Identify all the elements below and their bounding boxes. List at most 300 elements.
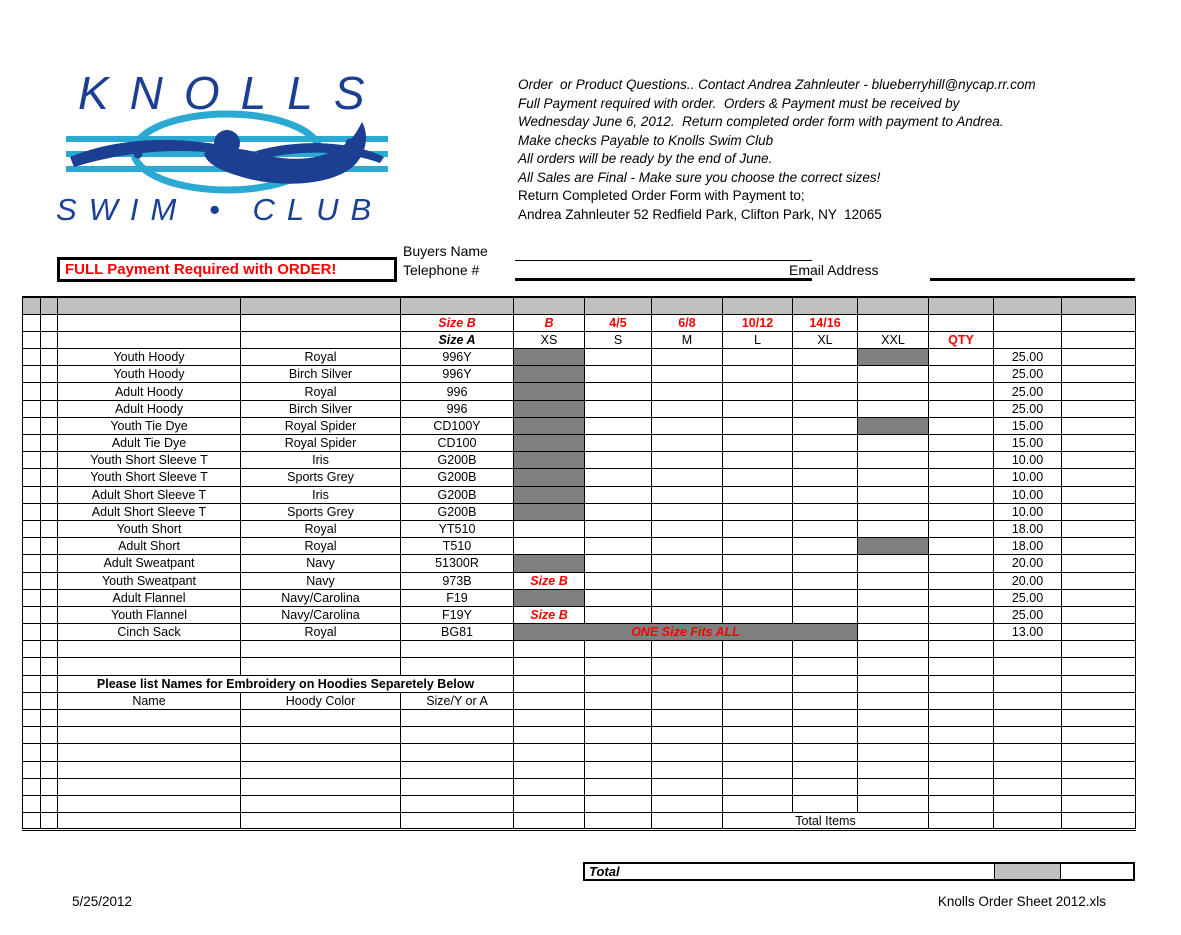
size-cell[interactable] xyxy=(793,486,858,503)
size-cell[interactable] xyxy=(585,555,652,572)
instruction-line: All orders will be ready by the end of June. xyxy=(518,151,773,166)
embroidery-name-cell[interactable] xyxy=(58,744,241,761)
item-code-cell: 973B xyxy=(401,572,514,589)
size-cell[interactable] xyxy=(585,349,652,366)
print-date: 5/25/2012 xyxy=(72,894,133,909)
empty-grid-cell xyxy=(994,761,1062,778)
price-cell: 25.00 xyxy=(994,383,1062,400)
margin-cell xyxy=(41,469,58,486)
empty-grid-cell xyxy=(994,813,1062,830)
margin-cell xyxy=(23,400,41,417)
qty-cell[interactable] xyxy=(929,469,994,486)
margin-cell xyxy=(41,503,58,520)
size-cell[interactable] xyxy=(858,555,929,572)
size-cell[interactable] xyxy=(793,538,858,555)
qty-cell[interactable] xyxy=(929,572,994,589)
empty-grid-cell xyxy=(652,761,723,778)
embroidery-note-cell: Please list Names for Embroidery on Hoodies Separetely Below xyxy=(58,675,514,692)
empty-grid-cell xyxy=(652,675,723,692)
margin-cell xyxy=(41,727,58,744)
margin-cell xyxy=(23,520,41,537)
margin-cell xyxy=(23,624,41,641)
item-name-cell: Adult Flannel xyxy=(58,589,241,606)
empty-grid-cell xyxy=(858,641,929,658)
empty-grid-cell xyxy=(793,692,858,709)
size-cell[interactable] xyxy=(793,589,858,606)
size-cell[interactable] xyxy=(858,572,929,589)
size-cell[interactable] xyxy=(858,435,929,452)
end-cell xyxy=(1062,383,1136,400)
item-name-cell: Youth Short Sleeve T xyxy=(58,469,241,486)
empty-grid-cell xyxy=(723,710,793,727)
size-cell[interactable] xyxy=(723,572,793,589)
empty-grid-cell xyxy=(652,744,723,761)
empty-grid-cell xyxy=(652,710,723,727)
item-code-cell: BG81 xyxy=(401,624,514,641)
size-cell[interactable] xyxy=(585,572,652,589)
size-cell[interactable] xyxy=(652,555,723,572)
empty-grid-cell xyxy=(514,813,585,830)
size-cell[interactable] xyxy=(723,555,793,572)
size-col-header xyxy=(858,314,929,331)
margin-cell xyxy=(41,400,58,417)
size-cell[interactable] xyxy=(585,538,652,555)
item-color-cell: Birch Silver xyxy=(241,400,401,417)
margin-cell xyxy=(23,349,41,366)
item-code-cell: 51300R xyxy=(401,555,514,572)
margin-cell xyxy=(23,417,41,434)
size-cell[interactable] xyxy=(652,606,723,623)
grand-total-row xyxy=(583,862,1135,881)
size-cell[interactable] xyxy=(858,452,929,469)
qty-cell[interactable] xyxy=(929,383,994,400)
embroidery-name-cell[interactable] xyxy=(58,727,241,744)
size-cell[interactable] xyxy=(793,520,858,537)
qty-cell[interactable] xyxy=(929,435,994,452)
size-cell[interactable] xyxy=(793,383,858,400)
embroidery-color-cell[interactable] xyxy=(241,761,401,778)
end-cell xyxy=(1062,366,1136,383)
qty-cell[interactable] xyxy=(929,366,994,383)
instruction-line: Wednesday June 6, 2012. Return completed order form with payment to Andrea. xyxy=(518,114,1004,129)
qty-column-header: QTY xyxy=(929,331,994,348)
empty-grid-cell xyxy=(514,641,585,658)
size-cell[interactable] xyxy=(858,469,929,486)
empty-grid-cell xyxy=(994,778,1062,795)
size-a-column-header: XXL xyxy=(858,331,929,348)
size-a-column-header: M xyxy=(652,331,723,348)
empty-grid-cell xyxy=(23,641,41,658)
empty-grid-cell xyxy=(1062,813,1136,830)
size-cell[interactable] xyxy=(585,520,652,537)
item-color-cell: Birch Silver xyxy=(241,366,401,383)
empty-grid-cell xyxy=(652,692,723,709)
item-code-cell: T510 xyxy=(401,538,514,555)
size-cell[interactable] xyxy=(723,520,793,537)
size-a-column-header: L xyxy=(723,331,793,348)
size-a-column-header: XS xyxy=(514,331,585,348)
embroidery-size-cell[interactable] xyxy=(401,727,514,744)
item-color-cell: Royal xyxy=(241,520,401,537)
size-cell[interactable] xyxy=(652,452,723,469)
empty-grid-cell xyxy=(58,641,241,658)
empty-grid-cell xyxy=(994,744,1062,761)
end-cell xyxy=(1062,503,1136,520)
size-cell[interactable] xyxy=(723,366,793,383)
item-name-cell: Youth Short Sleeve T xyxy=(58,452,241,469)
size-cell[interactable] xyxy=(585,435,652,452)
margin-cell xyxy=(41,314,58,331)
size-cell[interactable] xyxy=(858,624,929,641)
buyers-name-field[interactable] xyxy=(515,245,812,261)
item-col-header xyxy=(58,331,241,348)
empty-grid-cell xyxy=(58,658,241,675)
size-cell[interactable] xyxy=(585,469,652,486)
order-instructions xyxy=(518,76,1036,224)
header-band-cell xyxy=(401,297,514,314)
margin-cell xyxy=(23,606,41,623)
qty-cell[interactable] xyxy=(929,486,994,503)
item-name-cell: Youth Flannel xyxy=(58,606,241,623)
qty-cell[interactable] xyxy=(929,624,994,641)
item-color-cell: Sports Grey xyxy=(241,503,401,520)
embroidery-column-header: Size/Y or A xyxy=(401,692,514,709)
size-cell[interactable] xyxy=(793,572,858,589)
size-cell[interactable] xyxy=(793,435,858,452)
size-cell[interactable] xyxy=(652,538,723,555)
size-cell[interactable] xyxy=(585,452,652,469)
item-name-cell: Adult Short Sleeve T xyxy=(58,486,241,503)
size-cell[interactable] xyxy=(858,606,929,623)
empty-grid-cell xyxy=(652,641,723,658)
qty-cell[interactable] xyxy=(929,452,994,469)
return-address-line: Return Completed Order Form with Payment to; xyxy=(518,188,805,203)
empty-grid-cell xyxy=(585,658,652,675)
empty-grid-cell xyxy=(994,710,1062,727)
empty-grid-cell xyxy=(1062,727,1136,744)
price-cell: 20.00 xyxy=(994,555,1062,572)
empty-grid-cell xyxy=(514,675,585,692)
size-cell[interactable] xyxy=(723,589,793,606)
empty-grid-cell xyxy=(858,744,929,761)
empty-grid-cell xyxy=(585,727,652,744)
end-cell xyxy=(1062,589,1136,606)
empty-grid-cell xyxy=(793,778,858,795)
empty-grid-cell xyxy=(793,795,858,812)
empty-grid-cell xyxy=(929,641,994,658)
size-cell-blocked xyxy=(858,417,929,434)
size-cell[interactable] xyxy=(793,349,858,366)
empty-grid-cell xyxy=(723,795,793,812)
margin-cell xyxy=(41,813,58,830)
empty-grid-cell xyxy=(585,710,652,727)
qty-cell[interactable] xyxy=(929,538,994,555)
embroidery-size-cell[interactable] xyxy=(401,778,514,795)
qty-cell[interactable] xyxy=(929,589,994,606)
size-cell[interactable] xyxy=(723,349,793,366)
margin-cell xyxy=(41,778,58,795)
size-cell[interactable] xyxy=(652,383,723,400)
margin-cell xyxy=(23,469,41,486)
size-b-column-header: 4/5 xyxy=(585,314,652,331)
size-cell[interactable] xyxy=(585,589,652,606)
size-cell[interactable] xyxy=(793,400,858,417)
item-color-cell: Royal xyxy=(241,624,401,641)
size-b-column-header: B xyxy=(514,314,585,331)
empty-grid-cell xyxy=(994,641,1062,658)
empty-grid-cell xyxy=(929,744,994,761)
qty-cell[interactable] xyxy=(929,520,994,537)
embroidery-color-cell[interactable] xyxy=(241,727,401,744)
empty-grid-cell xyxy=(41,658,58,675)
item-code-cell: F19Y xyxy=(401,606,514,623)
item-code-cell: 996 xyxy=(401,400,514,417)
embroidery-size-cell[interactable] xyxy=(401,744,514,761)
empty-grid-cell xyxy=(585,813,652,830)
item-color-cell: Navy xyxy=(241,572,401,589)
embroidery-size-cell[interactable] xyxy=(401,795,514,812)
empty-grid-cell xyxy=(929,727,994,744)
size-cell[interactable] xyxy=(585,486,652,503)
qty-cell[interactable] xyxy=(929,400,994,417)
qty-cell[interactable] xyxy=(929,555,994,572)
size-cell[interactable] xyxy=(723,435,793,452)
size-cell[interactable] xyxy=(723,417,793,434)
margin-cell xyxy=(23,435,41,452)
size-cell-blocked xyxy=(858,349,929,366)
embroidery-name-cell[interactable] xyxy=(58,710,241,727)
embroidery-name-cell[interactable] xyxy=(58,795,241,812)
size-a-row-label: Size A xyxy=(401,331,514,348)
size-cell[interactable] xyxy=(652,486,723,503)
item-code-cell: CD100 xyxy=(401,435,514,452)
header-band-cell xyxy=(585,297,652,314)
empty-grid-cell xyxy=(858,795,929,812)
item-color-cell: Iris xyxy=(241,452,401,469)
item-color-cell: Navy xyxy=(241,555,401,572)
size-cell[interactable] xyxy=(723,469,793,486)
instruction-line: Make checks Payable to Knolls Swim Club xyxy=(518,132,774,148)
price-col-header xyxy=(994,314,1062,331)
qty-cell[interactable] xyxy=(929,417,994,434)
empty-grid-cell xyxy=(994,692,1062,709)
size-cell[interactable] xyxy=(793,452,858,469)
end-cell xyxy=(1062,572,1136,589)
size-cell[interactable] xyxy=(585,400,652,417)
size-cell[interactable] xyxy=(793,606,858,623)
empty-grid-cell xyxy=(994,675,1062,692)
margin-cell xyxy=(23,538,41,555)
size-cell[interactable] xyxy=(723,486,793,503)
size-cell[interactable] xyxy=(793,555,858,572)
empty-grid-cell xyxy=(401,813,514,830)
item-code-cell: CD100Y xyxy=(401,417,514,434)
size-cell[interactable] xyxy=(652,589,723,606)
qty-cell[interactable] xyxy=(929,503,994,520)
empty-grid-cell xyxy=(1062,675,1136,692)
size-cell[interactable] xyxy=(723,503,793,520)
item-color-cell: Royal xyxy=(241,349,401,366)
margin-cell xyxy=(41,589,58,606)
size-cell[interactable] xyxy=(858,520,929,537)
empty-grid-cell xyxy=(858,727,929,744)
empty-grid-cell xyxy=(858,761,929,778)
empty-grid-cell xyxy=(929,658,994,675)
size-cell[interactable] xyxy=(793,503,858,520)
empty-grid-cell xyxy=(1062,761,1136,778)
size-cell[interactable] xyxy=(858,400,929,417)
email-address-field[interactable] xyxy=(930,262,1135,281)
size-b-column-header: 14/16 xyxy=(793,314,858,331)
end-cell xyxy=(1062,400,1136,417)
size-cell[interactable] xyxy=(858,589,929,606)
empty-grid-cell xyxy=(514,761,585,778)
size-cell[interactable] xyxy=(723,606,793,623)
size-cell[interactable] xyxy=(652,400,723,417)
empty-grid-cell xyxy=(514,692,585,709)
empty-grid-cell xyxy=(793,744,858,761)
total-items-qty-cell[interactable] xyxy=(929,813,994,830)
item-name-cell: Cinch Sack xyxy=(58,624,241,641)
margin-cell xyxy=(23,710,41,727)
payment-notice-box xyxy=(57,257,397,282)
size-cell[interactable] xyxy=(858,486,929,503)
size-cell[interactable] xyxy=(793,417,858,434)
size-cell[interactable] xyxy=(858,366,929,383)
empty-grid-cell xyxy=(858,692,929,709)
empty-grid-cell xyxy=(585,641,652,658)
margin-cell xyxy=(41,692,58,709)
margin-cell xyxy=(23,744,41,761)
empty-grid-cell xyxy=(723,692,793,709)
embroidery-color-cell[interactable] xyxy=(241,795,401,812)
item-color-cell: Navy/Carolina xyxy=(241,606,401,623)
empty-grid-cell xyxy=(793,675,858,692)
size-cell-blocked xyxy=(514,486,585,503)
size-cell[interactable] xyxy=(652,366,723,383)
item-name-cell: Adult Hoody xyxy=(58,400,241,417)
size-cell[interactable] xyxy=(858,503,929,520)
item-name-cell: Adult Tie Dye xyxy=(58,435,241,452)
size-cell[interactable] xyxy=(652,572,723,589)
size-cell[interactable] xyxy=(585,417,652,434)
empty-grid-cell xyxy=(652,778,723,795)
size-cell[interactable] xyxy=(652,435,723,452)
size-cell[interactable] xyxy=(585,366,652,383)
empty-grid-cell xyxy=(1062,692,1136,709)
size-cell[interactable] xyxy=(585,606,652,623)
item-name-cell: Adult Short xyxy=(58,538,241,555)
size-cell[interactable] xyxy=(793,469,858,486)
margin-cell xyxy=(41,538,58,555)
size-cell-blocked xyxy=(858,538,929,555)
size-cell[interactable] xyxy=(723,452,793,469)
size-cell-blocked xyxy=(514,383,585,400)
margin-cell xyxy=(23,589,41,606)
size-cell-blocked xyxy=(514,366,585,383)
end-cell xyxy=(1062,435,1136,452)
telephone-field[interactable] xyxy=(515,262,812,281)
size-a-column-header: XL xyxy=(793,331,858,348)
size-cell[interactable] xyxy=(652,503,723,520)
header-band-cell xyxy=(929,297,994,314)
embroidery-color-cell[interactable] xyxy=(241,778,401,795)
header-band-cell xyxy=(793,297,858,314)
telephone-label: Telephone # xyxy=(403,262,480,278)
margin-cell xyxy=(41,349,58,366)
size-cell[interactable] xyxy=(585,503,652,520)
embroidery-name-cell[interactable] xyxy=(58,778,241,795)
item-name-cell: Adult Hoody xyxy=(58,383,241,400)
empty-grid-cell xyxy=(723,778,793,795)
qty-cell[interactable] xyxy=(929,349,994,366)
item-color-cell: Royal xyxy=(241,383,401,400)
empty-grid-cell xyxy=(585,744,652,761)
size-cell-blocked xyxy=(514,400,585,417)
empty-grid-cell xyxy=(858,778,929,795)
end-cell xyxy=(1062,486,1136,503)
size-cell-blocked xyxy=(514,452,585,469)
qty-col-header xyxy=(929,314,994,331)
embroidery-size-cell[interactable] xyxy=(401,710,514,727)
embroidery-name-cell[interactable] xyxy=(58,761,241,778)
item-name-cell: Adult Sweatpant xyxy=(58,555,241,572)
logo-subtitle: SWIM • CLUB xyxy=(56,192,384,227)
empty-grid-cell xyxy=(994,658,1062,675)
empty-grid-cell xyxy=(58,813,241,830)
item-name-cell: Youth Short xyxy=(58,520,241,537)
logo-title: KNOLLS xyxy=(78,67,386,119)
size-cell[interactable] xyxy=(514,538,585,555)
price-cell: 20.00 xyxy=(994,572,1062,589)
size-cell[interactable] xyxy=(723,383,793,400)
item-color-cell: Royal Spider xyxy=(241,435,401,452)
margin-cell xyxy=(23,452,41,469)
header-band-cell xyxy=(994,297,1062,314)
size-cell[interactable] xyxy=(585,383,652,400)
end-cell xyxy=(1062,520,1136,537)
price-cell: 15.00 xyxy=(994,417,1062,434)
header-band-cell xyxy=(1062,297,1136,314)
size-cell[interactable] xyxy=(514,520,585,537)
price-cell: 13.00 xyxy=(994,624,1062,641)
end-cell xyxy=(1062,555,1136,572)
margin-cell xyxy=(41,331,58,348)
size-cell[interactable] xyxy=(652,417,723,434)
size-cell[interactable] xyxy=(858,383,929,400)
size-cell[interactable] xyxy=(652,349,723,366)
item-code-cell: YT510 xyxy=(401,520,514,537)
empty-grid-cell xyxy=(858,710,929,727)
size-cell[interactable] xyxy=(723,400,793,417)
size-cell[interactable] xyxy=(793,366,858,383)
size-cell[interactable] xyxy=(723,538,793,555)
empty-grid-cell xyxy=(929,710,994,727)
qty-cell[interactable] xyxy=(929,606,994,623)
header-band-cell xyxy=(858,297,929,314)
size-cell[interactable] xyxy=(652,520,723,537)
embroidery-color-cell[interactable] xyxy=(241,744,401,761)
end-cell xyxy=(1062,469,1136,486)
empty-grid-cell xyxy=(585,761,652,778)
embroidery-color-cell[interactable] xyxy=(241,710,401,727)
embroidery-size-cell[interactable] xyxy=(401,761,514,778)
item-code-cell: 996Y xyxy=(401,349,514,366)
margin-cell xyxy=(23,383,41,400)
header-band-cell xyxy=(652,297,723,314)
size-cell[interactable] xyxy=(652,469,723,486)
empty-grid-cell xyxy=(929,778,994,795)
